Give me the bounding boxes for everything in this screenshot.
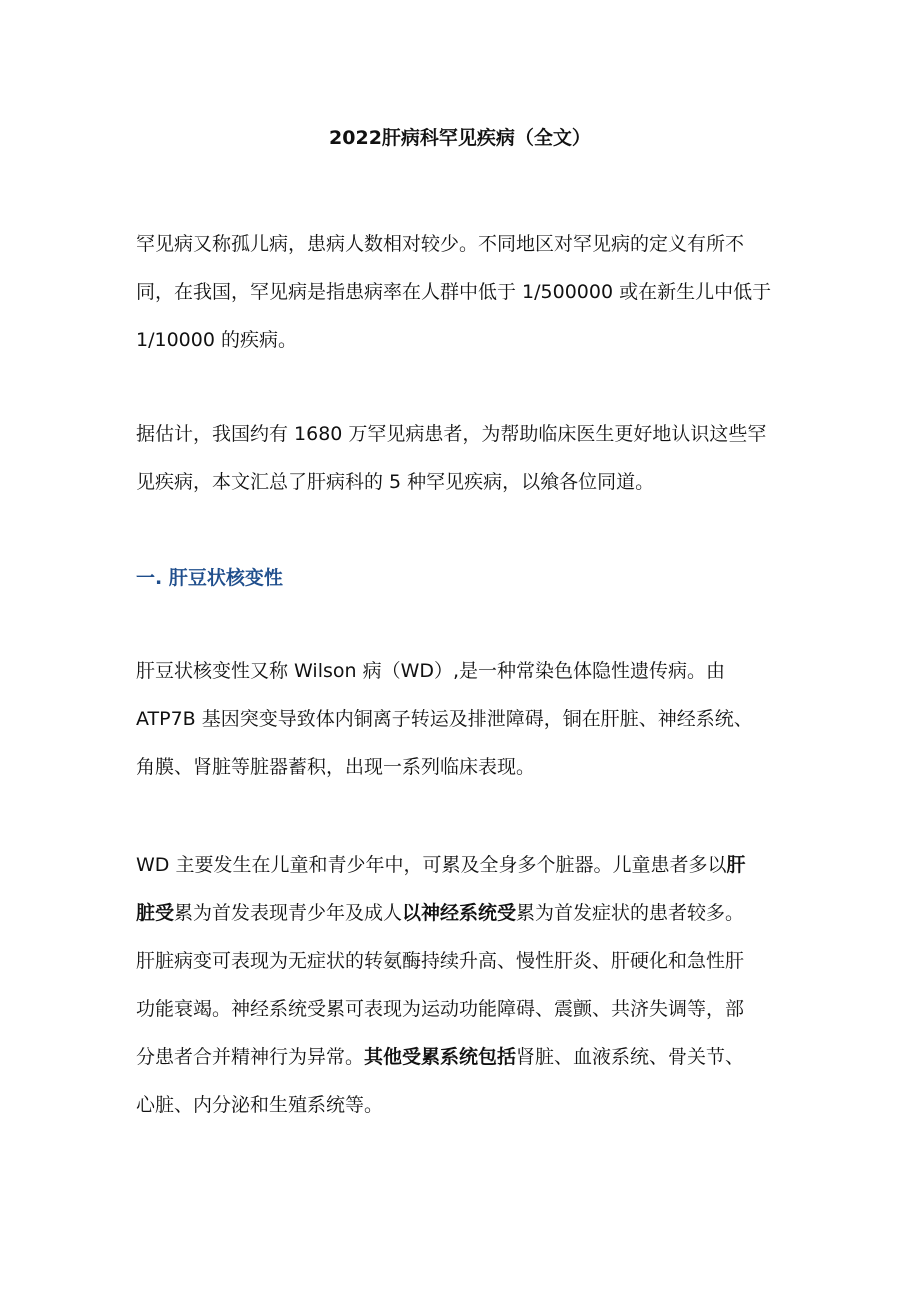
text-run: 累为首发症状的患者较多。 bbox=[516, 902, 745, 924]
document-title: 2022肝病科罕见疾病（全文） bbox=[329, 127, 591, 149]
paragraph-line: 肝脏病变可表现为无症状的转氨酶持续升高、慢性肝炎、肝硬化和急性肝 bbox=[136, 950, 745, 972]
paragraph-line: 功能衰竭。神经系统受累可表现为运动功能障碍、震颤、共济失调等，部 bbox=[136, 998, 745, 1020]
paragraph-line: 肝豆状核变性又称 Wilson 病（WD）,是一种常染色体隐性遗传病。由 bbox=[136, 660, 726, 682]
paragraph-line: 同，在我国，罕见病是指患病率在人群中低于 1/500000 或在新生儿中低于 bbox=[136, 281, 772, 303]
text-run: 分患者合并精神行为异常。 bbox=[136, 1046, 365, 1068]
paragraph-intro bbox=[136, 220, 791, 364]
bold-text: 脏受 bbox=[136, 902, 175, 924]
paragraph-line: 角膜、肾脏等脏器蓄积，出现一系列临床表现。 bbox=[136, 756, 536, 778]
text-run: 肾脏、血液系统、骨关节、 bbox=[516, 1046, 745, 1068]
paragraph-wilson-symptoms bbox=[136, 841, 791, 1129]
text-run: WD 主要发生在儿童和青少年中，可累及全身多个脏器。儿童患者多以 bbox=[136, 854, 727, 876]
paragraph-line: 心脏、内分泌和生殖系统等。 bbox=[136, 1094, 384, 1116]
paragraph-line: ATP7B 基因突变导致体内铜离子转运及排泄障碍，铜在肝脏、神经系统、 bbox=[136, 708, 753, 730]
paragraph-line bbox=[136, 889, 791, 937]
paragraph-line bbox=[136, 841, 791, 889]
bold-text: 肝 bbox=[726, 854, 746, 876]
paragraph-line: 据估计，我国约有 1680 万罕见病患者，为帮助临床医生更好地认识这些罕 bbox=[136, 423, 767, 445]
section-heading-wilson: 一. 肝豆状核变性 bbox=[136, 567, 283, 589]
bold-text: 其他受累系统包括 bbox=[364, 1046, 517, 1068]
bold-text: 以神经系统受 bbox=[402, 902, 517, 924]
paragraph-estimate bbox=[136, 410, 791, 506]
paragraph-wilson-definition bbox=[136, 647, 791, 791]
paragraph-line bbox=[136, 1033, 791, 1081]
paragraph-line: 1/10000 的疾病。 bbox=[136, 329, 297, 351]
text-run: 累为首发表现青少年及成人 bbox=[174, 902, 403, 924]
paragraph-line: 见疾病，本文汇总了肝病科的 5 种罕见疾病，以飨各位同道。 bbox=[136, 471, 655, 493]
paragraph-line: 罕见病又称孤儿病，患病人数相对较少。不同地区对罕见病的定义有所不 bbox=[136, 233, 745, 255]
